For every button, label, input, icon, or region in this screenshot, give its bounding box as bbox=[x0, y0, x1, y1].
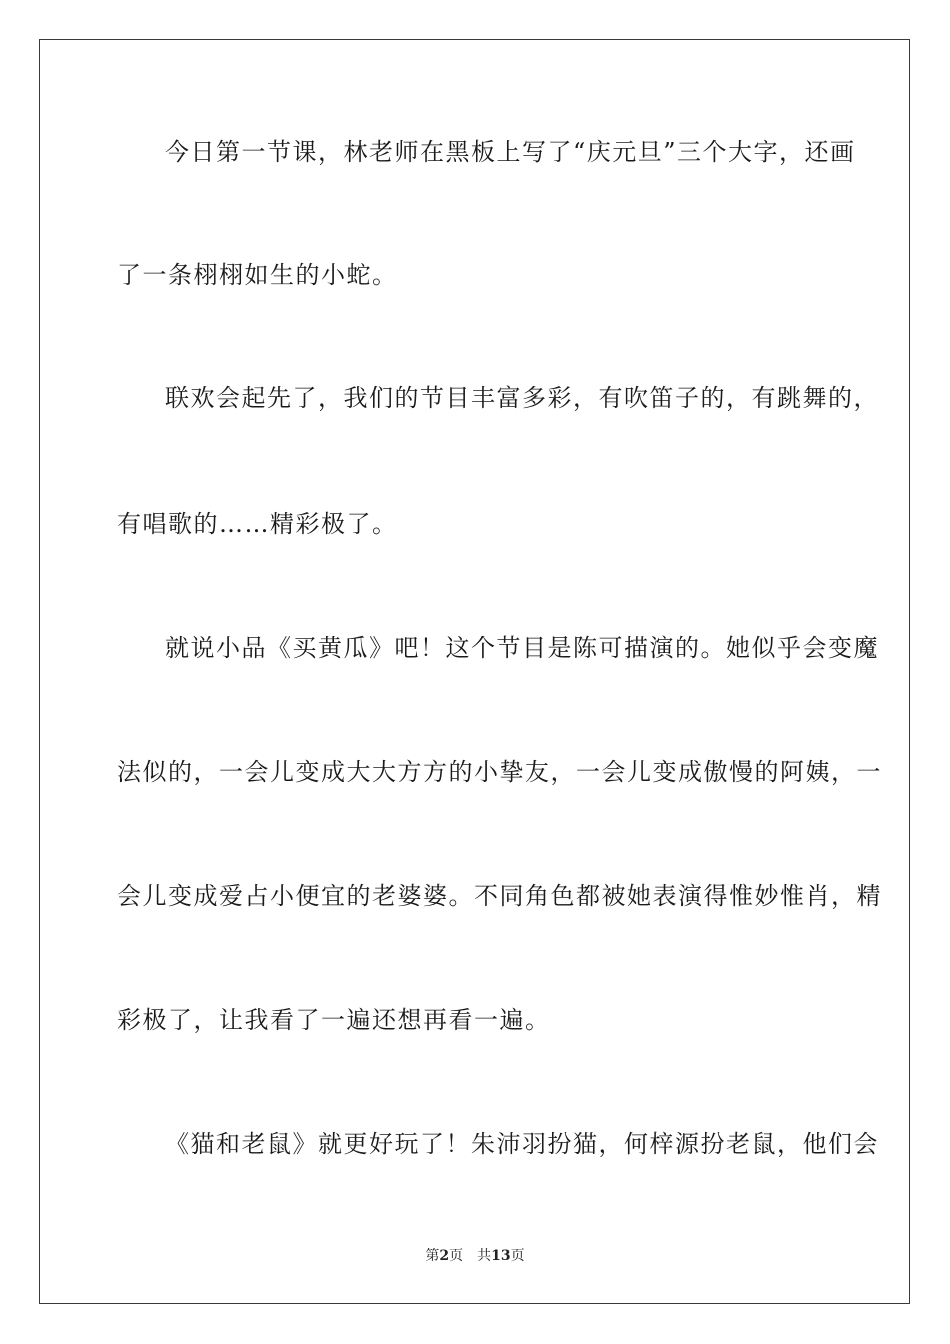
footer-total-suffix: 页 bbox=[510, 1248, 525, 1264]
paragraph-2-line-1: 联欢会起先了，我们的节目丰富多彩，有吹笛子的，有跳舞的， bbox=[165, 384, 879, 412]
footer-total-prefix: 共 bbox=[477, 1248, 492, 1264]
footer-page-suffix: 页 bbox=[449, 1248, 464, 1264]
footer-total-pages: 13 bbox=[491, 1248, 511, 1264]
paragraph-3-line-1: 就说小品《买黄瓜》吧！这个节目是陈可描演的。她似乎会变魔 bbox=[165, 634, 879, 662]
paragraph-3-line-4: 彩极了，让我看了一遍还想再看一遍。 bbox=[117, 1006, 551, 1034]
page-footer bbox=[0, 1246, 950, 1266]
paragraph-1-line-2: 了一条栩栩如生的小蛇。 bbox=[117, 261, 398, 289]
paragraph-1-line-1: 今日第一节课，林老师在黑板上写了“庆元旦”三个大字，还画 bbox=[165, 138, 856, 166]
footer-page-number: 2 bbox=[439, 1248, 450, 1264]
paragraph-4-line-1: 《猫和老鼠》就更好玩了！朱沛羽扮猫，何梓源扮老鼠，他们会 bbox=[165, 1130, 879, 1158]
page-border bbox=[39, 39, 910, 1304]
paragraph-3-line-3: 会儿变成爱占小便宜的老婆婆。不同角色都被她表演得惟妙惟肖，精 bbox=[117, 882, 882, 910]
footer-page-prefix: 第 bbox=[425, 1248, 440, 1264]
paragraph-3-line-2: 法似的，一会儿变成大大方方的小挚友，一会儿变成傲慢的阿姨，一 bbox=[117, 758, 882, 786]
paragraph-2-line-2: 有唱歌的……精彩极了。 bbox=[117, 510, 398, 538]
